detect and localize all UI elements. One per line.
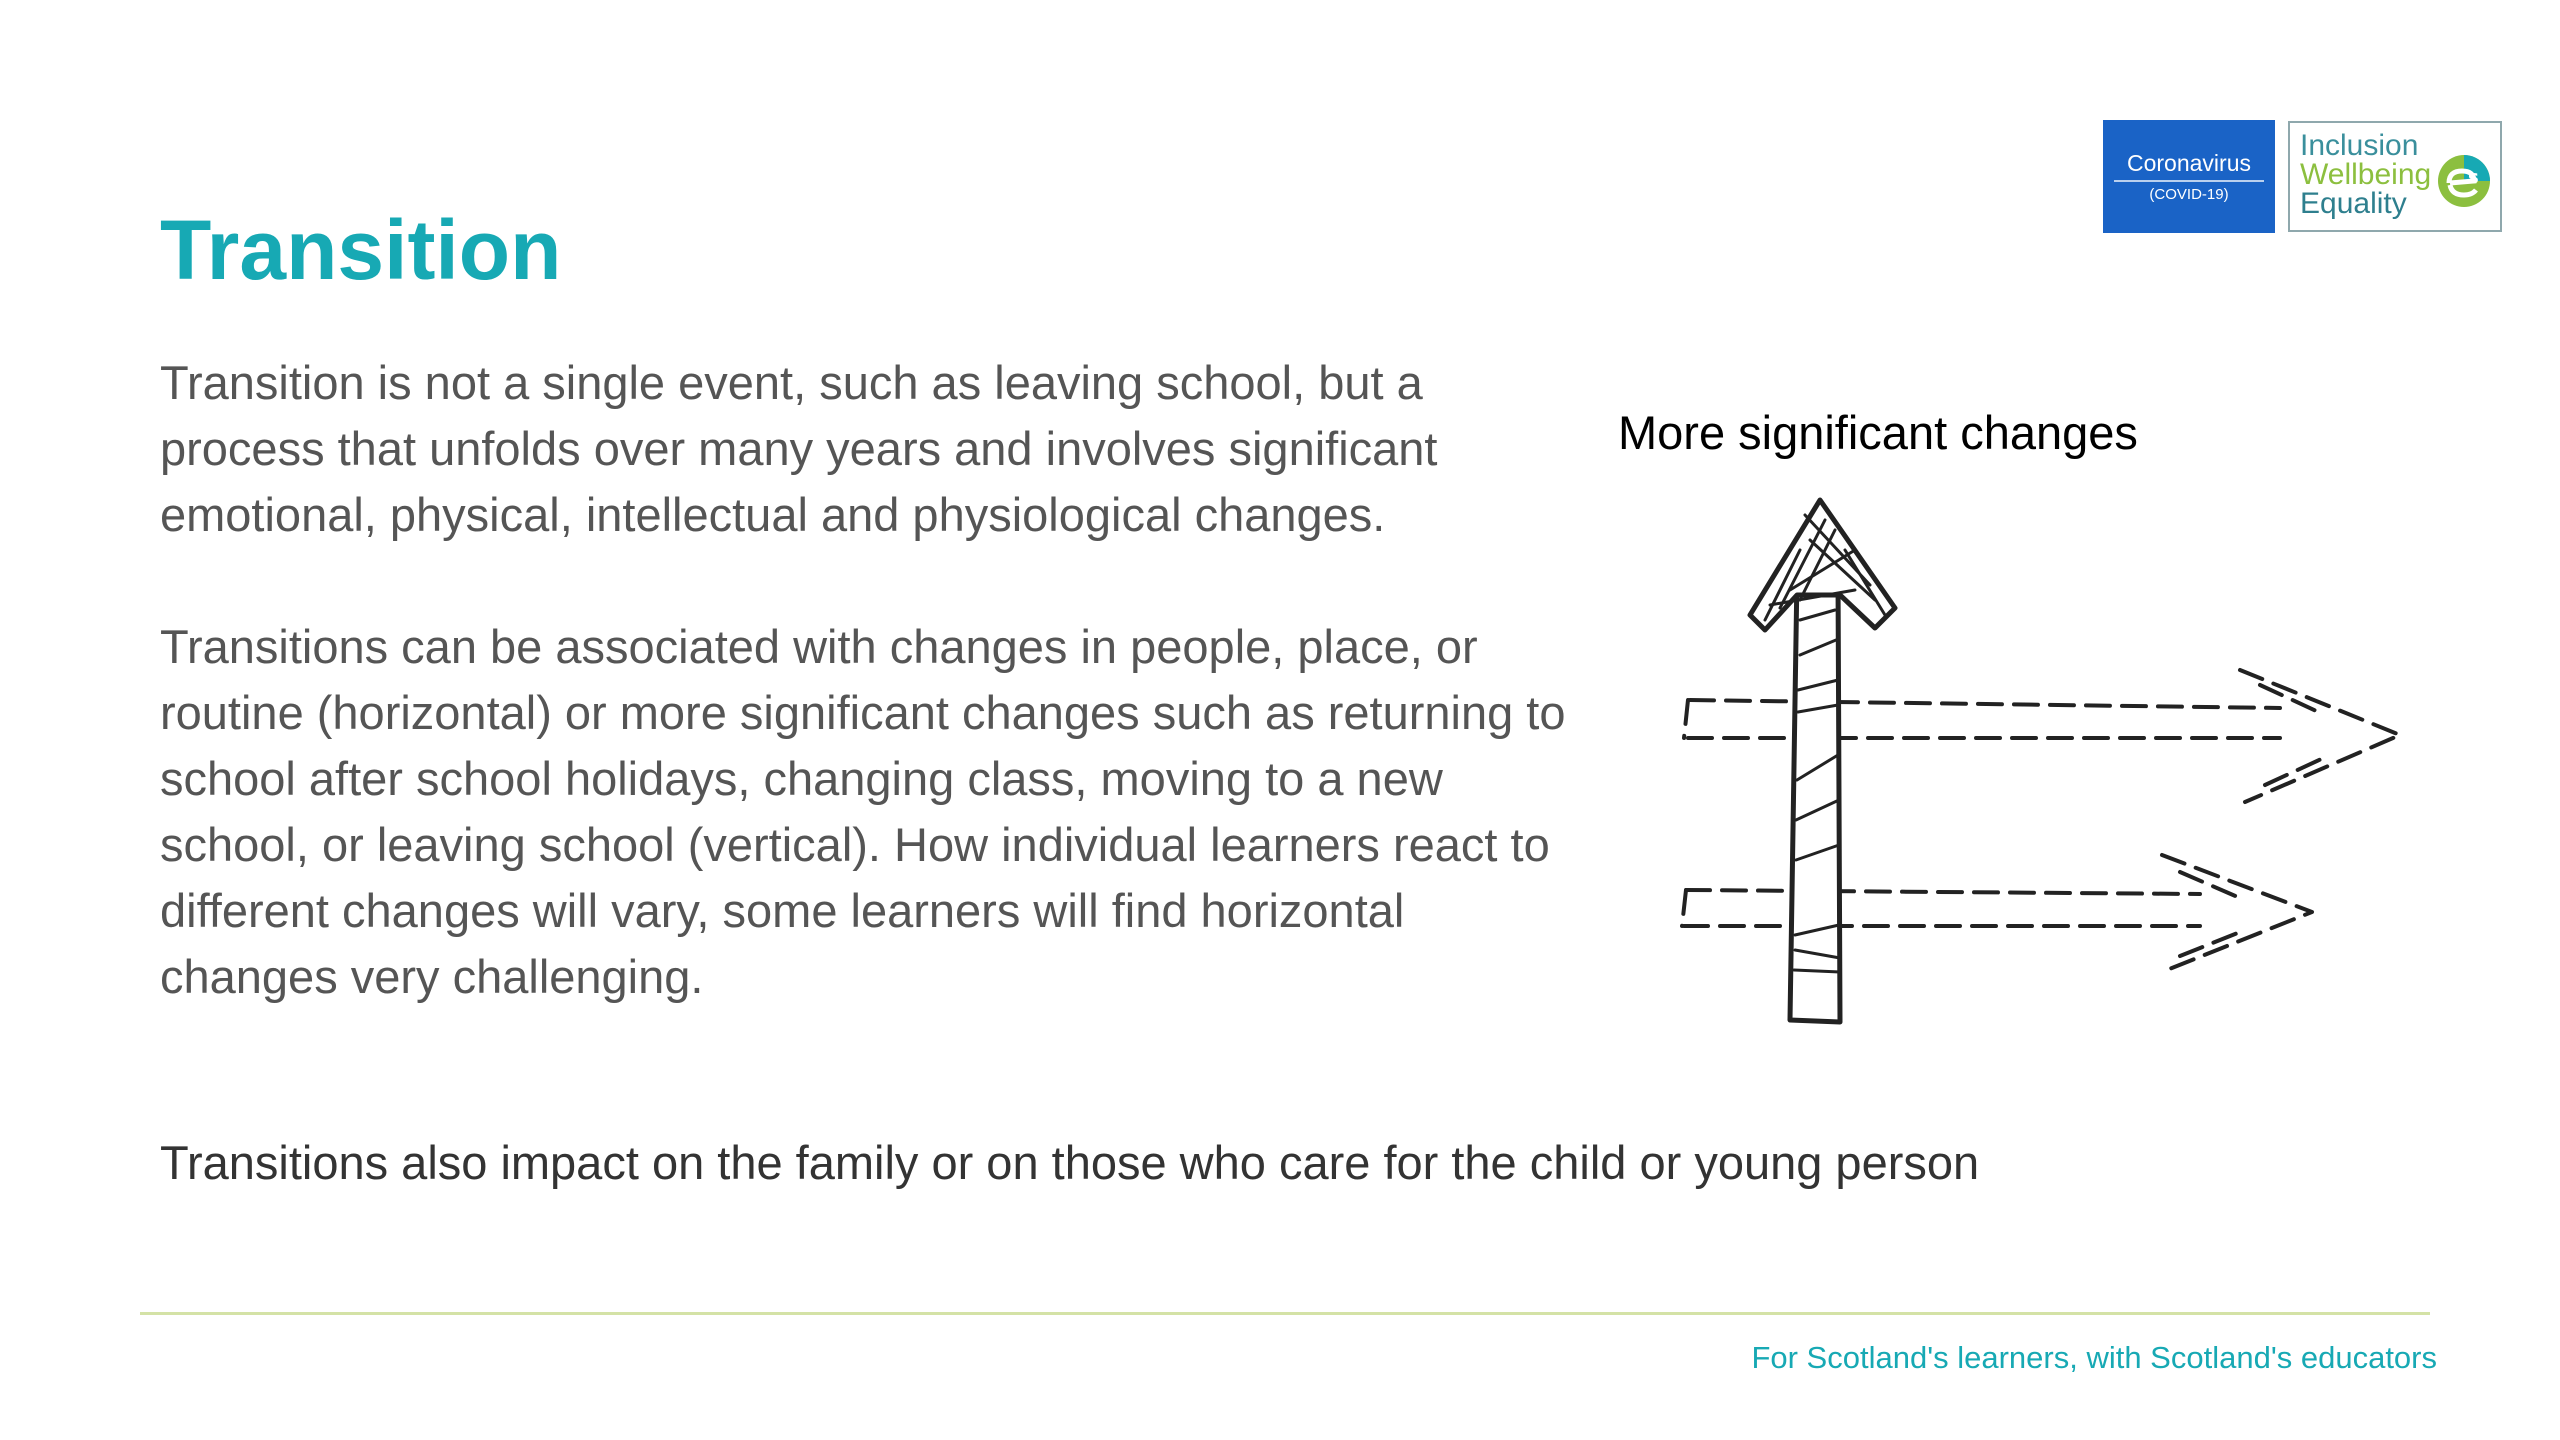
coronavirus-logo-text: Coronavirus <box>2127 150 2251 176</box>
svg-text:s: s <box>2468 167 2479 188</box>
slide-title: Transition <box>160 203 562 297</box>
footer-divider <box>140 1312 2430 1315</box>
transitions-paragraph: Transitions can be associated with changes in people, place, or routine (horizontal) or more significant changes such as returning to school after school holidays, changing class, moving to a new school, or leaving school (vertical). How individual learners react to different changes will vary, some learners will find horizontal changes very challenging. <box>160 620 1566 1003</box>
iwe-logo-line2: Wellbeing <box>2300 158 2432 191</box>
horizontal-arrow-bottom-icon <box>1682 855 2312 972</box>
intro-paragraph: Transition is not a single event, such as leaving school, but a process that unfolds over many years and involves significant emotional, physical, intellectual and physiological changes. <box>160 356 1438 541</box>
coronavirus-logo <box>2103 120 2275 233</box>
footer-tagline: For Scotland's learners, with Scotland's educators <box>1751 1340 2437 1375</box>
transition-arrows-diagram <box>1640 480 2420 1040</box>
iwe-logo-line1: Inclusion <box>2300 129 2419 162</box>
family-impact-paragraph: Transitions also impact on the family or on those who care for the child or young person <box>160 1136 1980 1189</box>
vertical-arrow-icon <box>1750 500 1895 1022</box>
inclusion-wellbeing-equality-logo <box>2288 121 2502 232</box>
diagram-label: More significant changes <box>1618 406 2138 459</box>
es-badge-icon <box>2436 153 2492 209</box>
coronavirus-logo-subtext: (COVID-19) <box>2149 186 2229 203</box>
iwe-logo-words <box>2300 131 2431 218</box>
coronavirus-logo-divider <box>2114 180 2264 182</box>
iwe-logo-line3: Equality <box>2300 187 2407 220</box>
